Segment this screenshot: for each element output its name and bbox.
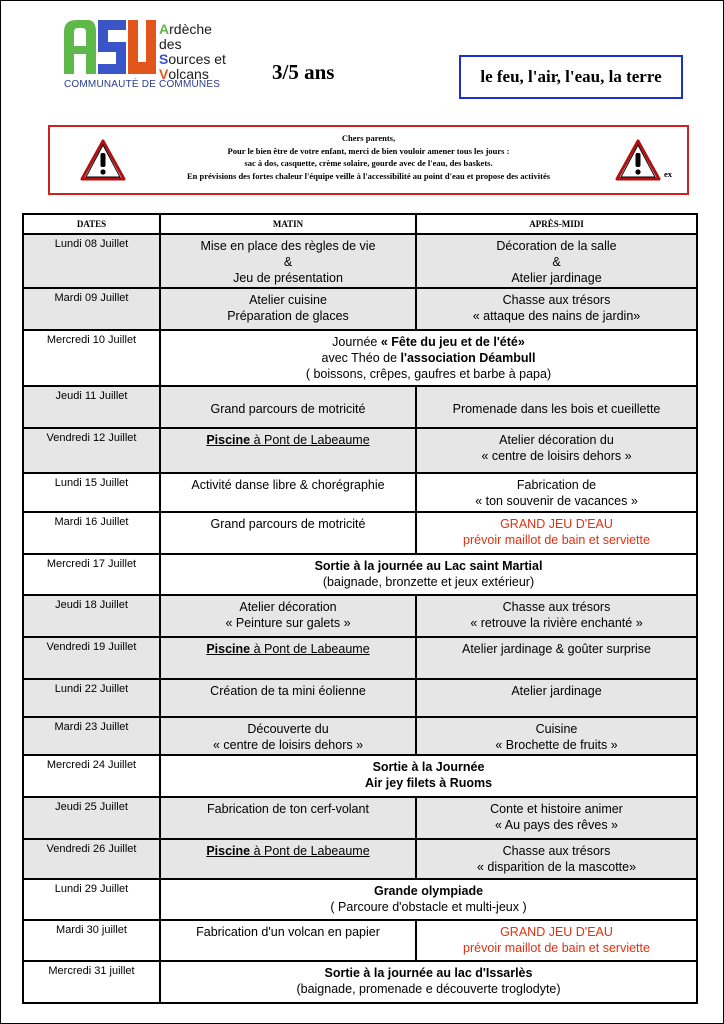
logo-subtitle: COMMUNAUTÉ DE COMMUNES [64, 79, 221, 90]
asv-logo [62, 18, 232, 96]
theme-text: le feu, l'air, l'eau, la terre [480, 67, 662, 86]
warning-icon [615, 139, 661, 181]
morning-cell: Découverte du « centre de loisirs dehors » [160, 717, 416, 755]
afternoon-cell: GRAND JEU D'EAU prévoir maillot de bain et serviette [416, 920, 697, 961]
date-cell: Mercredi 10 Juillet [23, 330, 160, 386]
parent-notice [48, 125, 689, 195]
full-day-cell: Sortie à la journée au lac d'Issarlès (baignade, promenade e découverte troglodyte) [160, 961, 697, 1003]
date-cell: Lundi 15 Juillet [23, 473, 160, 512]
date-cell: Mercredi 17 Juillet [23, 554, 160, 595]
table-row [23, 961, 697, 1003]
morning-cell: Grand parcours de motricité [160, 512, 416, 554]
date-cell: Mardi 09 Juillet [23, 288, 160, 330]
theme-box [459, 55, 683, 99]
afternoon-cell: Atelier décoration du « centre de loisirs dehors » [416, 428, 697, 473]
table-row [23, 512, 697, 554]
logo-text: Ardèche des Sources et Volcans [159, 21, 226, 82]
date-cell: Mercredi 24 Juillet [23, 755, 160, 797]
table-row [23, 920, 697, 961]
afternoon-cell: Décoration de la salle & Atelier jardinage [416, 234, 697, 288]
notice-text: Chers parents, Pour le bien être de votre enfant, merci de bien vouloir amener tous les jours : sac à dos, casquette, crème solaire, gourde avec de l'eau, des baskets. En prévisions des fortes chaleur l'équipe veille à l'accessibilité au point d'eau et propose des activités [186, 133, 551, 181]
morning-cell: Activité danse libre & chorégraphie [160, 473, 416, 512]
morning-cell: Fabrication d'un volcan en papier [160, 920, 416, 961]
table-row [23, 717, 697, 755]
header-matin: MATIN [160, 214, 416, 234]
afternoon-cell: Chasse aux trésors « disparition de la mascotte» [416, 839, 697, 879]
notice-tail: ex [664, 169, 673, 179]
afternoon-cell: Atelier jardinage & goûter surprise [416, 637, 697, 679]
table-row [23, 554, 697, 595]
morning-cell: Atelier décoration « Peinture sur galets » [160, 595, 416, 637]
table-row [23, 679, 697, 717]
date-cell: Mardi 23 Juillet [23, 717, 160, 755]
table-row [23, 797, 697, 839]
morning-cell: Piscine à Pont de Labeaume [160, 637, 416, 679]
full-day-cell: Sortie à la journée au Lac saint Martial (baignade, bronzette et jeux extérieur) [160, 554, 697, 595]
table-row [23, 234, 697, 288]
table-row [23, 473, 697, 512]
date-cell: Jeudi 25 Juillet [23, 797, 160, 839]
table-row [23, 428, 697, 473]
afternoon-cell: Chasse aux trésors « attaque des nains de jardin» [416, 288, 697, 330]
full-day-cell: Grande olympiade ( Parcoure d'obstacle et multi-jeux ) [160, 879, 697, 920]
date-cell: Mardi 30 juillet [23, 920, 160, 961]
afternoon-cell: Chasse aux trésors « retrouve la rivière enchanté » [416, 595, 697, 637]
date-cell: Jeudi 11 Juillet [23, 386, 160, 428]
date-cell: Vendredi 12 Juillet [23, 428, 160, 473]
afternoon-cell: Cuisine « Brochette de fruits » [416, 717, 697, 755]
afternoon-cell: Fabrication de « ton souvenir de vacances » [416, 473, 697, 512]
table-row [23, 386, 697, 428]
table-row [23, 839, 697, 879]
afternoon-cell: GRAND JEU D'EAU prévoir maillot de bain et serviette [416, 512, 697, 554]
table-header-row [23, 214, 697, 234]
date-cell: Vendredi 19 Juillet [23, 637, 160, 679]
date-cell: Mardi 16 Juillet [23, 512, 160, 554]
afternoon-cell: Promenade dans les bois et cueillette [416, 386, 697, 428]
morning-cell: Piscine à Pont de Labeaume [160, 839, 416, 879]
date-cell: Vendredi 26 Juillet [23, 839, 160, 879]
morning-cell: Piscine à Pont de Labeaume [160, 428, 416, 473]
date-cell: Mercredi 31 juillet [23, 961, 160, 1003]
date-cell: Jeudi 18 Juillet [23, 595, 160, 637]
date-cell: Lundi 08 Juillet [23, 234, 160, 288]
afternoon-cell: Conte et histoire animer « Au pays des rêves » [416, 797, 697, 839]
date-cell: Lundi 22 Juillet [23, 679, 160, 717]
header-apres-midi: APRÈS-MIDI [416, 214, 697, 234]
afternoon-cell: Atelier jardinage [416, 679, 697, 717]
morning-cell: Fabrication de ton cerf-volant [160, 797, 416, 839]
table-row [23, 879, 697, 920]
date-cell: Lundi 29 Juillet [23, 879, 160, 920]
morning-cell: Grand parcours de motricité [160, 386, 416, 428]
asv-logo-mark-icon [62, 18, 157, 76]
morning-cell: Mise en place des règles de vie & Jeu de présentation [160, 234, 416, 288]
full-day-cell: Journée « Fête du jeu et de l'été» avec Théo de l'association Déambull ( boissons, crêpes, gaufres et barbe à papa) [160, 330, 697, 386]
morning-cell: Création de ta mini éolienne [160, 679, 416, 717]
table-row [23, 755, 697, 797]
header-dates: DATES [23, 214, 160, 234]
table-row [23, 595, 697, 637]
full-day-cell: Sortie à la Journée Air jey filets à Ruoms [160, 755, 697, 797]
schedule-table [22, 213, 698, 1004]
morning-cell: Atelier cuisine Préparation de glaces [160, 288, 416, 330]
table-row [23, 637, 697, 679]
table-row [23, 288, 697, 330]
age-group-title: 3/5 ans [272, 60, 335, 84]
table-row [23, 330, 697, 386]
